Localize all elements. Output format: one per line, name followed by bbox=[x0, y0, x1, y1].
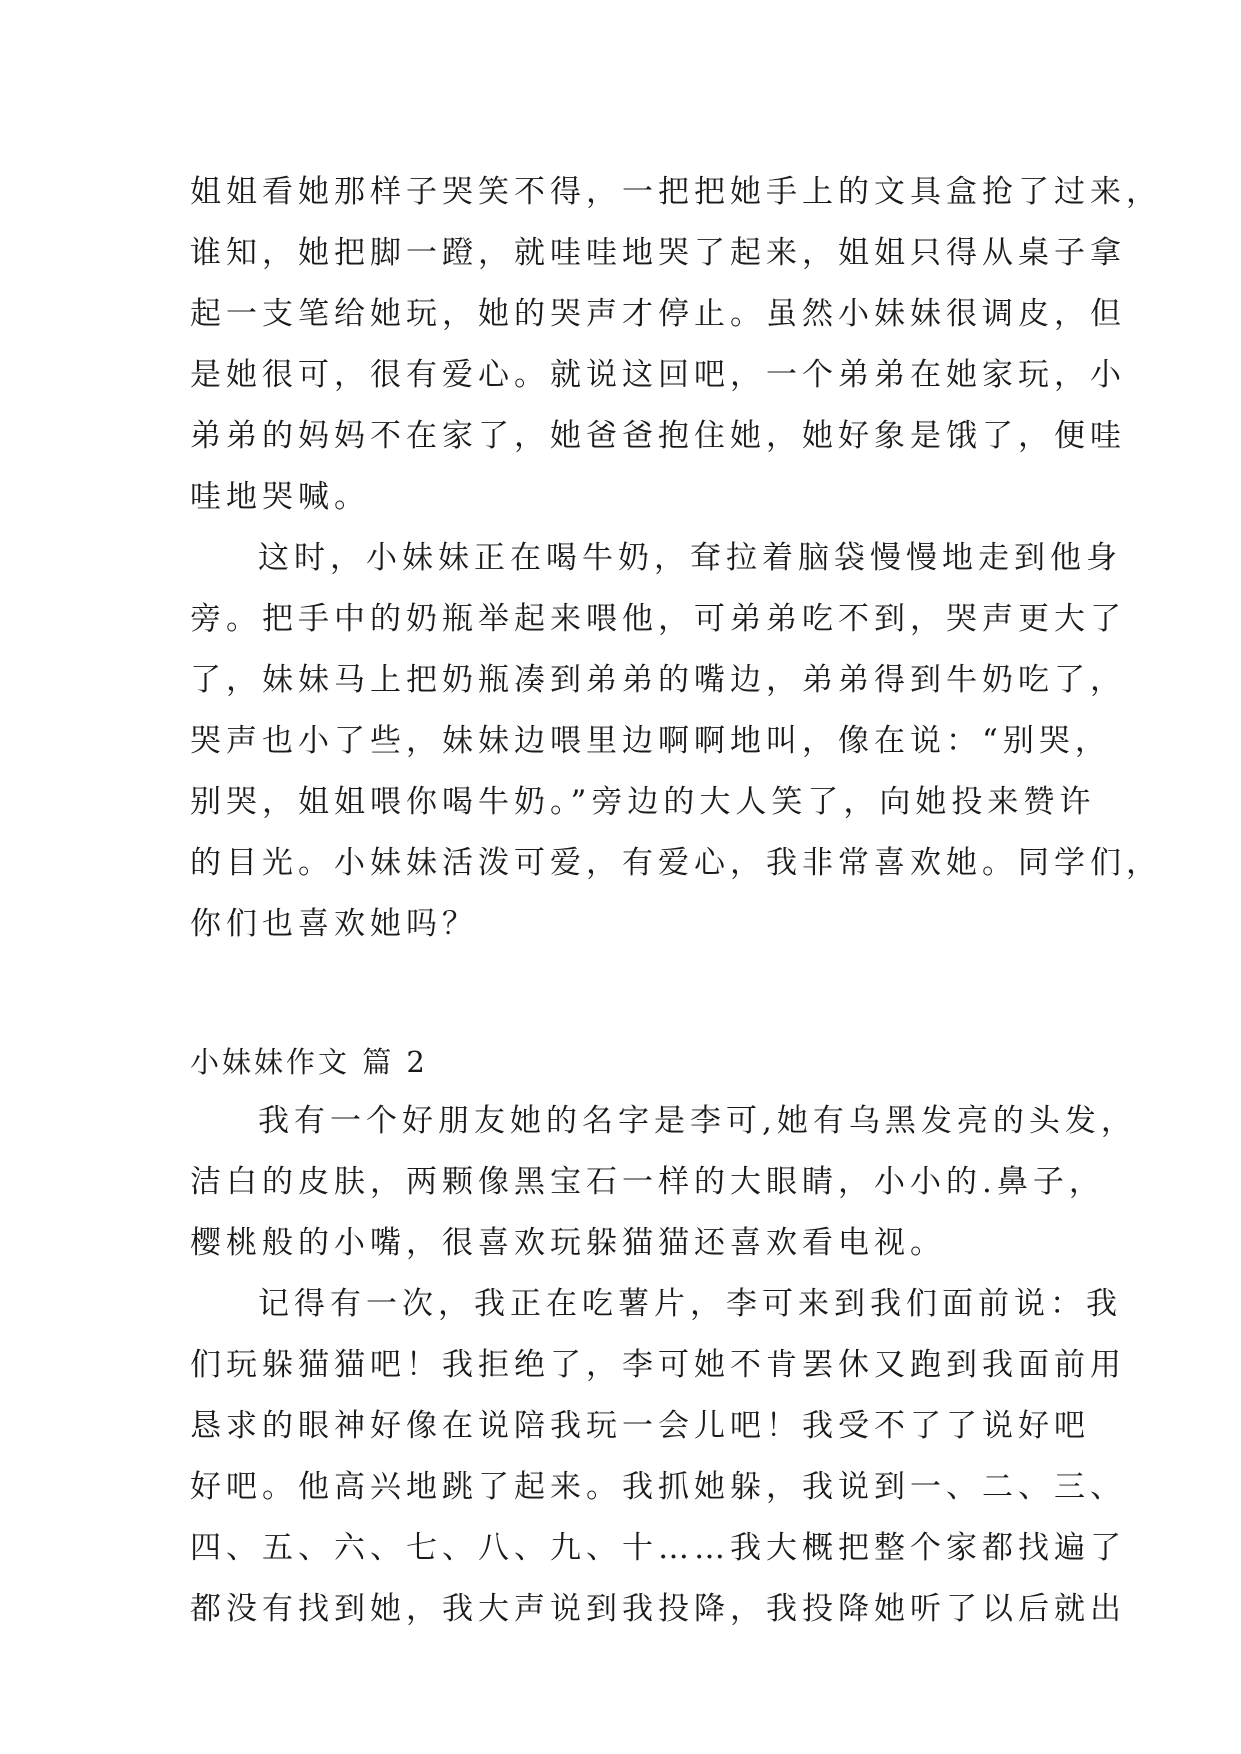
paragraph-hide-and-seek bbox=[190, 1274, 1126, 1640]
text-line: 这时，小妹妹正在喝牛奶，耷拉着脑袋慢慢地走到他身 bbox=[258, 540, 1122, 576]
text-line: 四、五、六、七、八、九、十……我大概把整个家都找遍了 bbox=[190, 1530, 1126, 1566]
text-line: 樱桃般的小嘴，很喜欢玩躲猫猫还喜欢看电视。 bbox=[190, 1225, 946, 1261]
paragraph-sister-snatch bbox=[190, 162, 1162, 528]
document-body bbox=[190, 162, 1162, 1640]
text-line: 们玩躲猫猫吧！我拒绝了，李可她不肯罢休又跑到我面前用 bbox=[190, 1347, 1126, 1383]
text-line: 是她很可，很有爱心。就说这回吧，一个弟弟在她家玩，小 bbox=[190, 357, 1126, 393]
text-line: 的目光。小妹妹活泼可爱，有爱心，我非常喜欢她。同学们， bbox=[190, 845, 1162, 881]
text-line: 起一支笔给她玩，她的哭声才停止。虽然小妹妹很调皮，但 bbox=[190, 296, 1126, 332]
text-line: 了，妹妹马上把奶瓶凑到弟弟的嘴边，弟弟得到牛奶吃了， bbox=[190, 662, 1126, 698]
section-spacer bbox=[190, 955, 1090, 1033]
text-line: 谁知，她把脚一蹬，就哇哇地哭了起来，姐姐只得从桌子拿 bbox=[190, 235, 1126, 271]
text-line: 恳求的眼神好像在说陪我玩一会儿吧！我受不了了说好吧 bbox=[190, 1408, 1090, 1444]
text-line: 姐姐看她那样子哭笑不得，一把把她手上的文具盒抢了过来， bbox=[190, 174, 1162, 210]
text-line: 你们也喜欢她吗？ bbox=[190, 906, 478, 942]
text-line: 我有一个好朋友她的名字是李可,她有乌黑发亮的头发， bbox=[258, 1103, 1137, 1139]
text-line: 哇地哭喊。 bbox=[190, 479, 370, 515]
text-line: 洁白的皮肤，两颗像黑宝石一样的大眼睛，小小的.鼻子， bbox=[190, 1164, 1105, 1200]
text-line: 别哭，姐姐喂你喝牛奶。”旁边的大人笑了，向她投来赞许 bbox=[190, 784, 1096, 820]
text-line: 好吧。他高兴地跳了起来。我抓她躲，我说到一、二、三、 bbox=[190, 1469, 1126, 1505]
section-heading: 小妹妹作文 篇 2 bbox=[190, 1045, 428, 1079]
text-line: 哭声也小了些，妹妹边喂里边啊啊地叫，像在说：“别哭， bbox=[190, 723, 1111, 759]
text-line: 旁。把手中的奶瓶举起来喂他，可弟弟吃不到，哭声更大了 bbox=[190, 601, 1126, 637]
text-line: 都没有找到她，我大声说到我投降，我投降她听了以后就出 bbox=[190, 1591, 1126, 1627]
text-line: 记得有一次，我正在吃薯片，李可来到我们面前说：我 bbox=[258, 1286, 1122, 1322]
paragraph-feeding-milk bbox=[190, 528, 1162, 955]
text-line: 弟弟的妈妈不在家了，她爸爸抱住她，她好象是饿了，便哇 bbox=[190, 418, 1126, 454]
paragraph-friend-description bbox=[190, 1091, 1137, 1274]
